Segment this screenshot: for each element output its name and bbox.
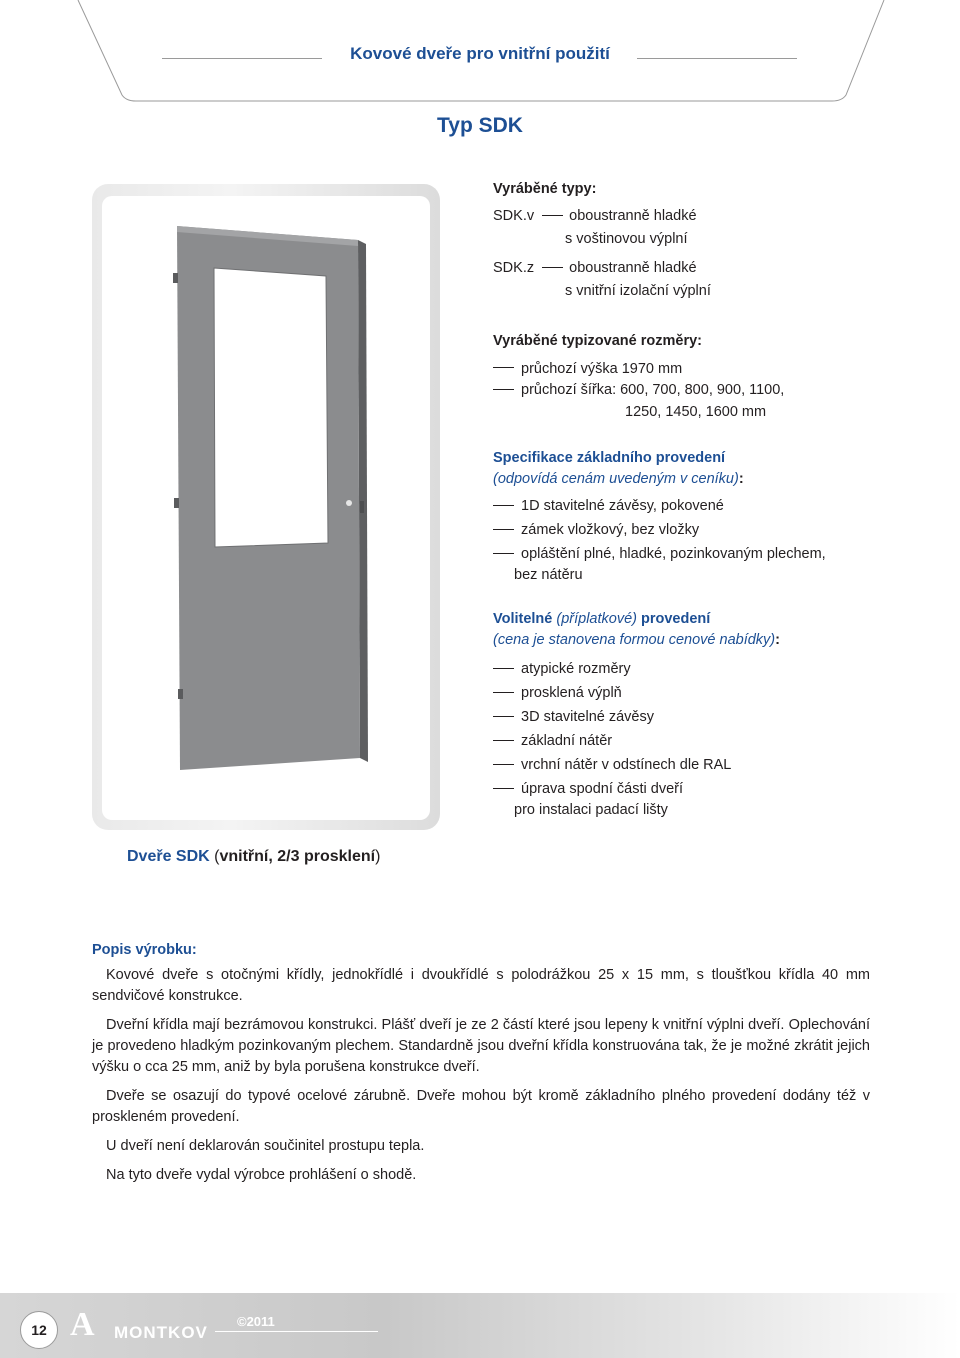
page-number: 12 bbox=[20, 1311, 58, 1349]
optional-item bbox=[493, 683, 933, 704]
product-description bbox=[92, 940, 870, 1194]
type-code: SDK.z bbox=[493, 260, 535, 276]
dash-icon bbox=[542, 215, 563, 216]
logo-letter: A bbox=[70, 1306, 95, 1343]
type-desc-cont: s vnitřní izolační výplní bbox=[565, 283, 711, 299]
header-title: Kovové dveře pro vnitřní použití bbox=[350, 44, 610, 63]
door-photo bbox=[102, 196, 430, 820]
size-width-cont: 1250, 1450, 1600 mm bbox=[625, 403, 767, 420]
dash-icon bbox=[493, 505, 514, 506]
dash-icon bbox=[493, 367, 514, 368]
spec-item-text: zámek vložkový, bez vložky bbox=[521, 522, 700, 538]
spec-item-text: opláštění plné, hladké, pozinkovaným plechem, bbox=[521, 546, 826, 562]
logo-text: MONTKOV bbox=[114, 1323, 208, 1342]
optional-item bbox=[493, 707, 933, 728]
spec-heading-text: Specifikace základního provedení bbox=[493, 450, 726, 466]
description-heading: Popis výrobku: bbox=[92, 942, 197, 958]
optional-heading bbox=[493, 609, 933, 630]
optional-item-text: základní nátěr bbox=[521, 733, 613, 749]
dash-icon bbox=[493, 740, 514, 741]
optional-item-text: 3D stavitelné závěsy bbox=[521, 709, 654, 725]
optional-heading-b: (příplatkové) bbox=[556, 611, 637, 627]
dash-icon bbox=[493, 553, 514, 554]
optional-item bbox=[493, 659, 933, 680]
optional-item-cont: pro instalaci padací lišty bbox=[514, 802, 668, 818]
caption-open: ( bbox=[214, 848, 220, 865]
optional-section bbox=[493, 609, 933, 821]
type-code: SDK.v bbox=[493, 208, 535, 224]
size-height bbox=[493, 359, 933, 381]
optional-item-text: vrchní nátěr v odstínech dle RAL bbox=[521, 757, 732, 773]
size-height-text: průchozí výška 1970 mm bbox=[521, 360, 683, 377]
copyright: ©2011 bbox=[237, 1314, 275, 1329]
optional-item-text: úprava spodní části dveří bbox=[521, 781, 684, 797]
spec-section bbox=[493, 448, 933, 586]
description-paragraph: Dveře se osazují do typové ocelové zárubně. Dveře mohou být kromě základního plného provedení dodány též v proskleném provedení. bbox=[92, 1088, 870, 1125]
optional-heading-c: provedení bbox=[636, 611, 711, 627]
dash-icon bbox=[493, 692, 514, 693]
caption-detail: vnitřní, 2/3 prosklení bbox=[219, 848, 376, 865]
type-desc: oboustranně hladké bbox=[569, 208, 697, 224]
dash-icon bbox=[542, 267, 563, 268]
door-photo-frame bbox=[92, 184, 440, 830]
dash-icon bbox=[493, 668, 514, 669]
description-paragraph: Kovové dveře s otočnými křídly, jednokřídlé i dvoukřídlé s polodrážkou 25 x 15 mm, s tloušťkou křídla 40 mm sendvičové konstrukce. bbox=[92, 967, 870, 1004]
types-section bbox=[493, 178, 933, 303]
description-paragraph: Dveřní křídla mají bezrámovou konstrukci. Plášť dveří je ze 2 částí které jsou lepeny k vnitřní výplni dveří. Oplechování je provedeno hladkým pozinkovaným plechem. Standardně jsou dveřní křídla konstruována tak, že je možné zkrátit jejich výšku o cca 25 mm, aniž by byla porušena konstrukce dveří. bbox=[92, 1017, 870, 1075]
spec-heading bbox=[493, 448, 933, 469]
optional-item-text: atypické rozměry bbox=[521, 661, 631, 677]
spec-subheading bbox=[493, 469, 933, 490]
spec-item bbox=[493, 520, 933, 541]
optional-item bbox=[493, 755, 933, 776]
page-title: Typ SDK bbox=[437, 114, 523, 137]
spec-colon: : bbox=[738, 471, 744, 487]
figure-caption bbox=[127, 848, 380, 866]
description-paragraph: U dveří není deklarován součinitel prostupu tepla. bbox=[106, 1138, 425, 1154]
dash-icon bbox=[493, 716, 514, 717]
dash-icon bbox=[493, 788, 514, 789]
caption-title: Dveře SDK bbox=[127, 848, 210, 865]
size-width bbox=[493, 380, 933, 402]
sizes-heading: Vyráběné typizované rozměry: bbox=[493, 333, 702, 349]
dash-icon bbox=[493, 529, 514, 530]
type-item bbox=[493, 257, 933, 280]
type-desc-cont: s voštinovou výplní bbox=[565, 231, 688, 247]
spec-subheading-text: (odpovídá cenám uvedeným v ceníku) bbox=[493, 471, 739, 487]
types-heading: Vyráběné typy: bbox=[493, 181, 597, 197]
door-illustration bbox=[102, 196, 430, 820]
spec-item-text: 1D stavitelné závěsy, pokovené bbox=[521, 498, 724, 514]
optional-item bbox=[493, 779, 933, 800]
type-item bbox=[493, 205, 933, 228]
optional-item bbox=[493, 731, 933, 752]
footer-rule bbox=[215, 1331, 378, 1332]
size-width-text: průchozí šířka: 600, 700, 800, 900, 1100, bbox=[521, 382, 785, 398]
optional-subheading-text: (cena je stanovena formou cenové nabídky) bbox=[493, 632, 776, 648]
spec-item bbox=[493, 544, 933, 565]
type-desc: oboustranně hladké bbox=[569, 260, 697, 276]
optional-subheading bbox=[493, 630, 933, 651]
spec-item-cont: bez nátěru bbox=[514, 567, 583, 583]
optional-heading-a: Volitelné bbox=[493, 611, 557, 627]
spec-item bbox=[493, 496, 933, 517]
description-paragraph: Na tyto dveře vydal výrobce prohlášení o shodě. bbox=[106, 1167, 417, 1183]
dash-icon bbox=[493, 764, 514, 765]
dash-icon bbox=[493, 389, 514, 390]
optional-colon: : bbox=[775, 632, 780, 648]
caption-close: ) bbox=[375, 848, 381, 865]
sizes-section bbox=[493, 331, 933, 423]
header-rule-right bbox=[637, 58, 797, 59]
optional-item-text: prosklená výplň bbox=[521, 685, 622, 701]
